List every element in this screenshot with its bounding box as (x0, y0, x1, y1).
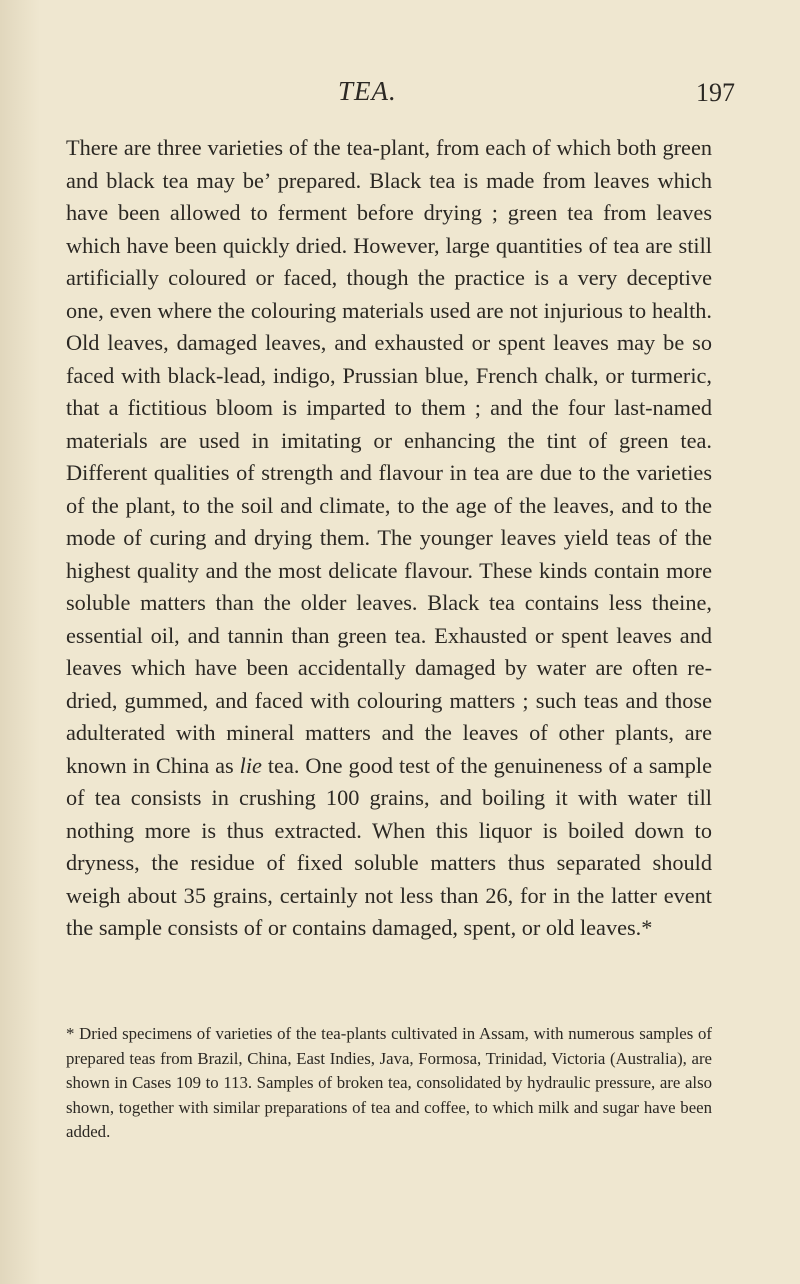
page-number: 197 (696, 78, 735, 107)
italic-term: lie (239, 752, 262, 778)
page-header (0, 76, 800, 116)
running-title: TEA. (338, 76, 397, 106)
footnote: * Dried specimens of varieties of the tea-plants cultivated in Assam, with numerous samples of prepared teas from Brazil, China, East Indies, Java, Formosa, Trinidad, Victoria (Australia), are shown in Cases 109 to 113. Samples of broken tea, consolidated by hydraulic pressure, are also shown, together with similar preparations of tea and coffee, to which milk and sugar have been added. (66, 1024, 712, 1141)
main-paragraph (66, 132, 712, 945)
paragraph-text-part-2: tea. One good test of the genuineness of a sample of tea consists in crushing 100 grains, and boiling it with water till nothing more is thus extracted. When this liquor is boiled down to dryness, the residue of fixed soluble matters thus separated should weigh about 35 grains, certainly not less than 26, for in the latter event the sample consists of or contains damaged, spent, or old leaves.* (66, 752, 712, 940)
paragraph-text-part-1: There are three varieties of the tea-plant, from each of which both green and black tea may be’ prepared. Black tea is made from leaves which have been allowed to ferment before drying ; green tea from leaves which have been quickly dried. However, large quantities of tea are still artificially coloured or faced, though the practice is a very deceptive one, even where the colouring materials used are not injurious to health. Old leaves, damaged leaves, and exhausted or spent leaves may be so faced with black-lead, indigo, Prussian blue, French chalk, or turmeric, that a fictitious bloom is imparted to them ; and the four last-named materials are used in imitating or enhancing the tint of green tea. Different qualities of strength and flavour in tea are due to the varieties of the plant, to the soil and climate, to the age of the leaves, and to the mode of curing and drying them. The younger leaves yield teas of the highest quality and the most delicate flavour. These kinds contain more soluble matters than the older leaves. Black tea contains less theine, essential oil, and tannin than green tea. Exhausted or spent leaves and leaves which have been accidentally damaged by water are often re-dried, gummed, and faced with colouring matters ; such teas and those adulterated with mineral matters and the leaves of other plants, are known in China as (66, 135, 712, 778)
